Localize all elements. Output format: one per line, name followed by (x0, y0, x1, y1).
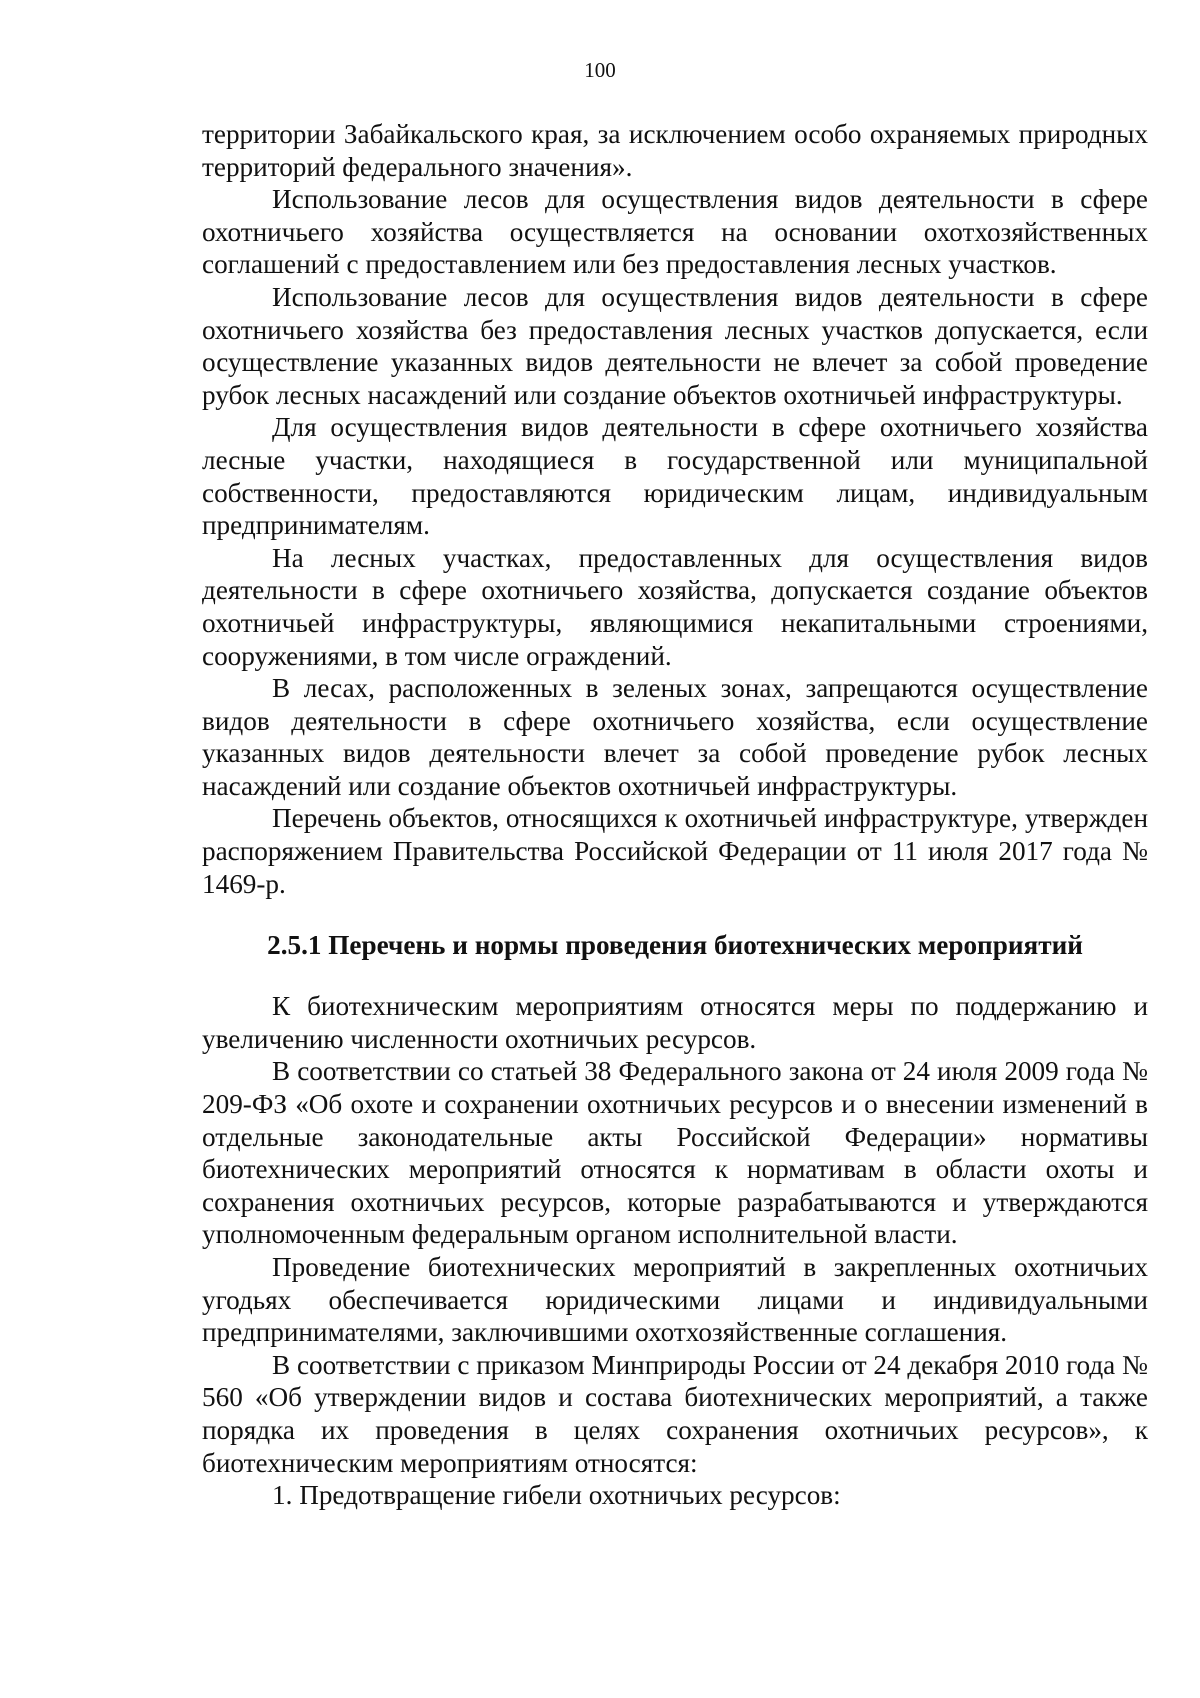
page-number: 100 (584, 58, 616, 82)
paragraph: На лесных участках, предоставленных для осуществления видов деятельности в сфере охотничьего хозяйства, допускается создание объектов охотничьей инфраструктуры, являющимися некапитальными строениями, сооружениями, в том числе ограждений. (202, 542, 1148, 671)
section-heading: 2.5.1 Перечень и нормы проведения биотехнических мероприятий (267, 930, 1083, 961)
document-body (202, 118, 1148, 1512)
paragraph: Перечень объектов, относящихся к охотничьей инфраструктуре, утвержден распоряжением Правительства Российской Федерации от 11 июля 2017 года № 1469-р. (202, 803, 1148, 899)
paragraph: Использование лесов для осуществления видов деятельности в сфере охотничьего хозяйства без предоставления лесных участков допускается, если осуществление указанных видов деятельности не влечет за собой проведение рубок лесных насаждений или создание объектов охотничьей инфраструктуры. (202, 281, 1148, 410)
list-item: 1. Предотвращение гибели охотничьих ресурсов: (272, 1480, 841, 1511)
paragraph: К биотехническим мероприятиям относятся меры по поддержанию и увеличению численности охотничьих ресурсов. (202, 991, 1148, 1054)
paragraph: В лесах, расположенных в зеленых зонах, запрещаются осуществление видов деятельности в сфере охотничьего хозяйства, если осуществление указанных видов деятельности влечет за собой проведение рубок лесных насаждений или создание объектов охотничьей инфраструктуры. (202, 673, 1148, 801)
paragraph: Для осуществления видов деятельности в сфере охотничьего хозяйства лесные участки, находящиеся в государственной или муниципальной собственности, предоставляются юридическим лицам, индивидуальным предпринимателям. (202, 412, 1148, 541)
paragraph: В соответствии с приказом Минприроды России от 24 декабря 2010 года № 560 «Об утверждении видов и состава биотехнических мероприятий, а также порядка их проведения в целях сохранения охотничьих ресурсов», к биотехническим мероприятиям относятся: (202, 1349, 1148, 1478)
paragraph-continuation: территории Забайкальского края, за исключением особо охраняемых природных территорий федерального значения». (202, 119, 1148, 182)
paragraph: Использование лесов для осуществления видов деятельности в сфере охотничьего хозяйства осуществляется на основании охотхозяйственных соглашений с предоставлением или без предоставления лесных участков. (202, 184, 1148, 280)
paragraph: Проведение биотехнических мероприятий в закрепленных охотничьих угодьях обеспечивается юридическими лицами и индивидуальными предпринимателями, заключившими охотхозяйственные соглашения. (202, 1252, 1148, 1348)
paragraph: В соответствии со статьей 38 Федерального закона от 24 июля 2009 года № 209-ФЗ «Об охоте и сохранении охотничьих ресурсов и о внесении изменений в отдельные законодательные акты Российской Федерации» нормативы биотехнических мероприятий относятся к нормативам в области охоты и сохранения охотничьих ресурсов, которые разрабатываются и утверждаются уполномоченным федеральным органом исполнительной власти. (202, 1056, 1148, 1250)
